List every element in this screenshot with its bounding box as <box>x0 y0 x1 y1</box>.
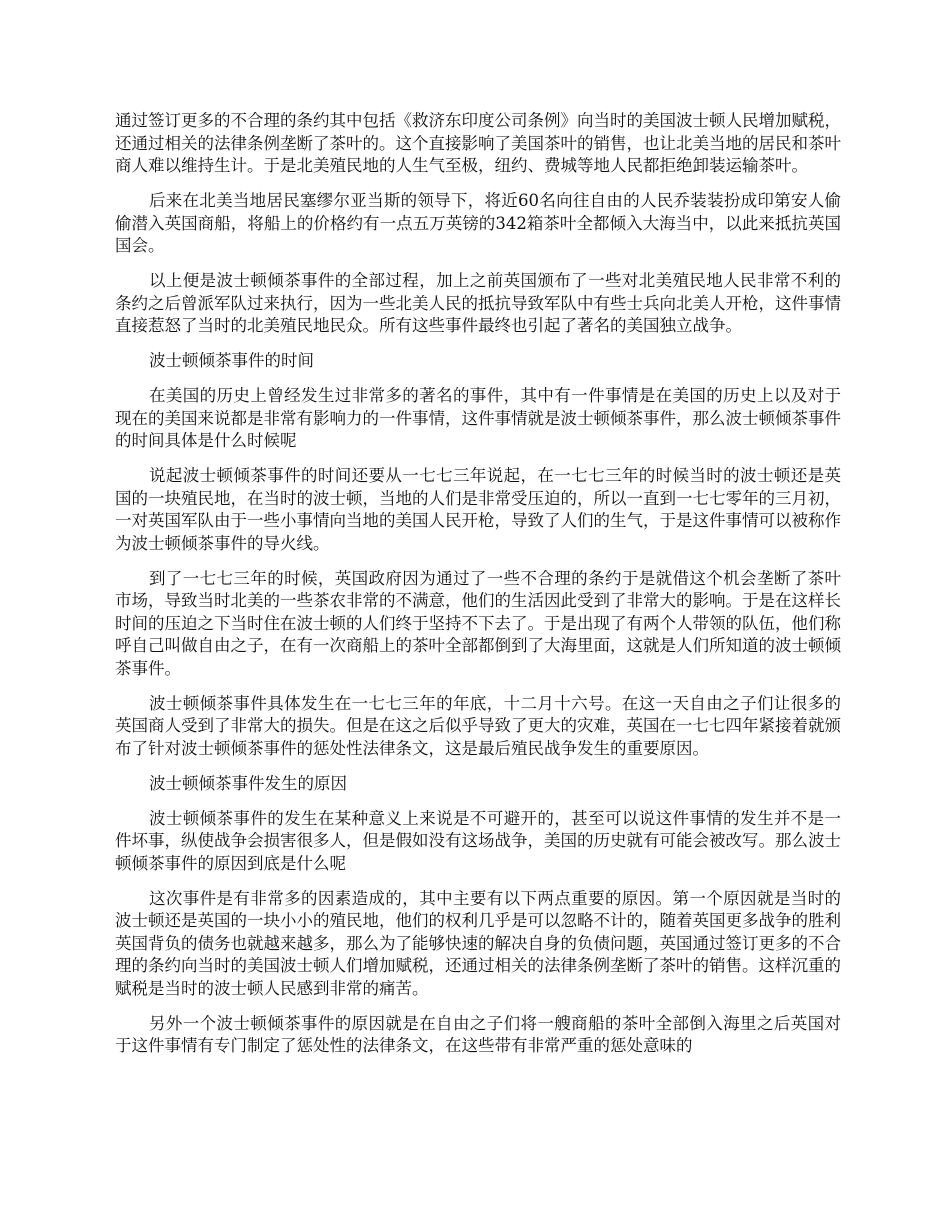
paragraph-2: 后来在北美当地居民塞缪尔亚当斯的领导下，将近60名向往自由的人民乔装装扮成印第安人偷偷潜入英国商船，将船上的价格约有一点五万英镑的342箱茶叶全都倾入大海当中，以此来抵抗英国国会。 <box>115 191 841 255</box>
paragraph-3: 以上便是波士顿倾茶事件的全部过程，加上之前英国颁布了一些对北美殖民地人民非常不利的条约之后曾派军队过来执行，因为一些北美人民的抵抗导致军队中有些士兵向北美人开枪，这件事情直接惹怒了当时的北美殖民地民众。所有这些事件最终也引起了著名的美国独立战争。 <box>115 271 841 335</box>
paragraph-1: 通过签订更多的不合理的条约其中包括《救济东印度公司条例》向当时的美国波士顿人民增加赋税，还通过相关的法律条例垄断了茶叶的。这个直接影响了美国茶叶的销售，也让北美当地的居民和茶叶商人难以维持生计。于是北美殖民地的人生气至极，纽约、费城等地人民都拒绝卸装运输茶叶。 <box>115 111 841 175</box>
paragraph-10: 波士顿倾茶事件的发生在某种意义上来说是不可避开的，甚至可以说这件事情的发生并不是一件坏事，纵使战争会损害很多人，但是假如没有这场战争，美国的历史就有可能会被改写。那么波士顿倾茶事件的原因到底是什么呢 <box>115 808 841 873</box>
paragraph-6: 说起波士顿倾茶事件的时间还要从一七七三年说起，在一七七三年的时候当时的波士顿还是英国的一块殖民地，在当时的波士顿，当地的人们是非常受压迫的，所以一直到一七七零年的三月初，一对英国军队由于一些小事情向当地的美国人民开枪，导致了人们的生气，于是这件事情可以被称作为波士顿倾茶事件的导火线。 <box>115 466 841 553</box>
section-heading-cause: 波士顿倾茶事件发生的原因 <box>149 773 347 793</box>
paragraph-8: 波士顿倾茶事件具体发生在一七七三年的年底，十二月十六号。在这一天自由之子们让很多的英国商人受到了非常大的损失。但是在这之后似乎导致了更大的灾难，英国在一七七四年紧接着就颁布了针对波士顿倾茶事件的惩处性法律条文，这是最后殖民战争发生的重要原因。 <box>115 693 841 758</box>
section-heading-time: 波士顿倾茶事件的时间 <box>149 351 314 370</box>
paragraph-7: 到了一七七三年的时候，英国政府因为通过了一些不合理的条约于是就借这个机会垄断了茶叶市场，导致当时北美的一些茶农非常的不满意，他们的生活因此受到了非常大的影响。于是在这样长时间的压迫之下当时住在波士顿的人们终于坚持不下去了。于是出现了有两个人带领的队伍，他们称呼自己叫做自由之子，在有一次商船上的茶叶全部都倒到了大海里面，这就是人们所知道的波士顿倾茶事件。 <box>115 568 841 678</box>
document-body <box>115 110 841 1070</box>
paragraph-12: 另外一个波士顿倾茶事件的原因就是在自由之子们将一艘商船的茶叶全部倒入海里之后英国对于这件事情有专门制定了惩处性的法律条文，在这些带有非常严重的惩处意味的 <box>115 1013 841 1055</box>
paragraph-5: 在美国的历史上曾经发生过非常多的著名的事件，其中有一件事情是在美国的历史上以及对于现在的美国来说都是非常有影响力的一件事情，这件事情就是波士顿倾茶事件，那么波士顿倾茶事件的时间具体是什么时候呢 <box>115 386 841 450</box>
paragraph-11: 这次事件是有非常多的因素造成的，其中主要有以下两点重要的原因。第一个原因就是当时的波士顿还是英国的一块小小的殖民地，他们的权利几乎是可以忽略不计的，随着英国更多战争的胜利英国背负的债务也就越来越多，那么为了能够快速的解决自身的负债问题，英国通过签订更多的不合理的条约向当时的美国波士顿人们增加赋税，还通过相关的法律条例垄断了茶叶的销售。这样沉重的赋税是当时的波士顿人民感到非常的痛苦。 <box>115 888 841 998</box>
